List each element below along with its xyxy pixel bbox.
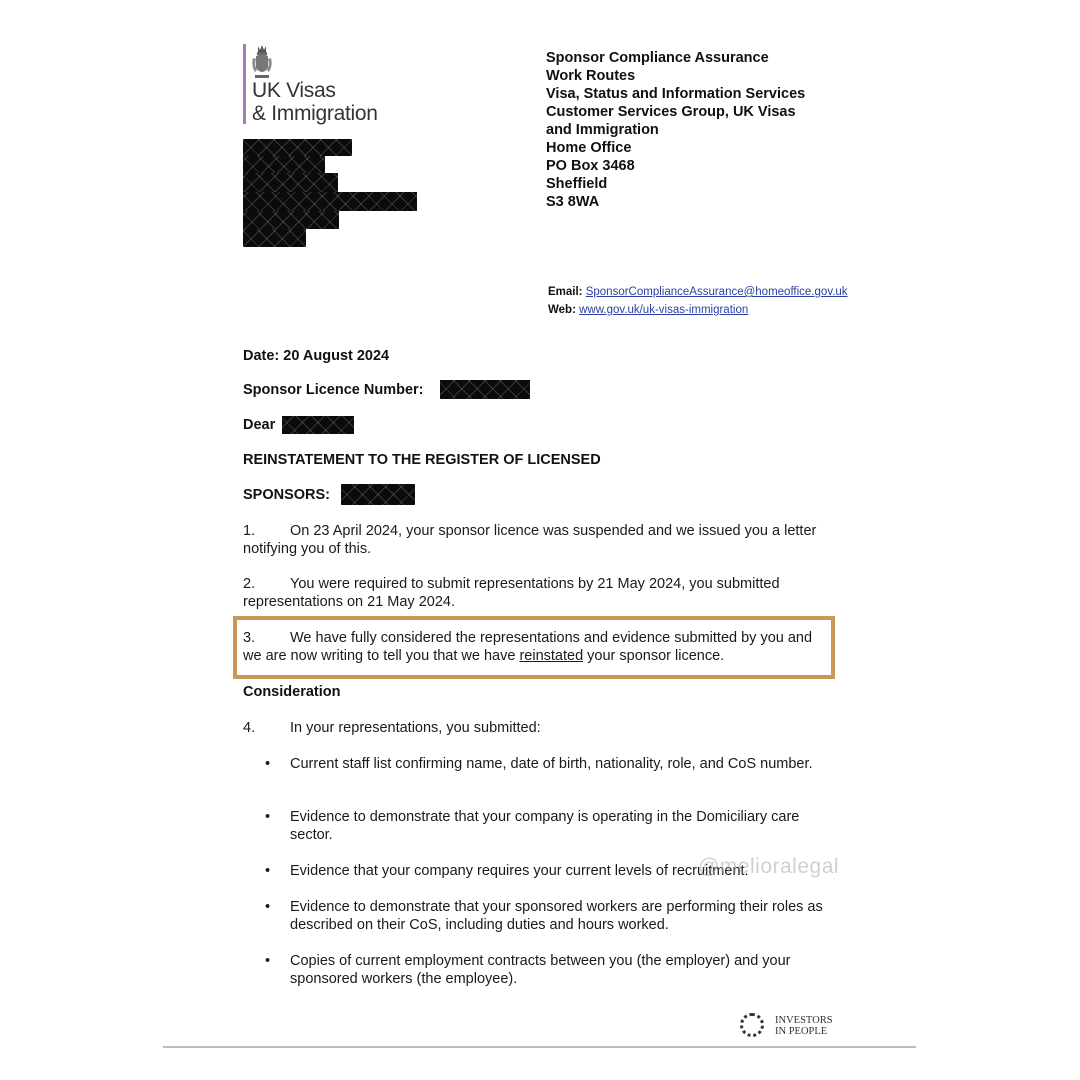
licence-number-line (243, 381, 423, 399)
subject-line-1: REINSTATEMENT TO THE REGISTER OF LICENSED (243, 452, 601, 468)
logo-line-2: & Immigration (252, 102, 378, 125)
paragraph-text: On 23 April 2024, your sponsor licence was suspended and we issued you a letter notifying you of this. (243, 523, 817, 557)
address-line: Customer Services Group, UK Visas (546, 104, 796, 120)
subject-line-2: SPONSORS: (243, 487, 331, 503)
list-item (265, 808, 825, 844)
redacted-block (243, 229, 306, 247)
underlined-word: reinstated (519, 648, 584, 664)
bullet-icon: • (265, 756, 271, 772)
royal-crest-icon (250, 44, 274, 80)
investors-in-people-logo (740, 1012, 860, 1044)
address-line: Visa, Status and Information Services (546, 86, 806, 102)
paragraph-3 (243, 629, 833, 665)
paragraph-text: In your representations, you submitted: (290, 720, 541, 736)
redacted-block (243, 192, 417, 211)
email-label: Email: (548, 286, 583, 298)
paragraph-number: 1. (243, 523, 256, 539)
address-line: Home Office (546, 140, 632, 156)
logo-accent-bar (243, 44, 246, 124)
watermark: @melioralegal (698, 855, 840, 878)
paragraph-1 (243, 522, 833, 558)
footer-divider (163, 1046, 916, 1048)
list-item-text: Copies of current employment contracts between you (the employer) and your sponsored workers (the employee). (290, 953, 791, 987)
email-link[interactable]: SponsorComplianceAssurance@homeoffice.gov.uk (585, 286, 848, 298)
address-line: Work Routes (546, 68, 636, 84)
redacted-sponsor-name (341, 484, 415, 505)
logo-line-1: UK Visas (252, 79, 336, 102)
list-item-text: Evidence to demonstrate that your company is operating in the Domiciliary care sector. (290, 809, 800, 843)
organization-logo-text (252, 79, 378, 125)
iip-line-1: INVESTORS (775, 1015, 833, 1026)
list-item (265, 952, 825, 988)
address-line: Sheffield (546, 176, 608, 192)
bullet-icon: • (265, 899, 271, 915)
bullet-icon: • (265, 809, 271, 825)
paragraph-number: 2. (243, 576, 256, 592)
list-item-text: Evidence that your company requires your current levels of recruitment. (290, 863, 749, 879)
contact-details (548, 283, 848, 319)
bullet-icon: • (265, 953, 271, 969)
investors-in-people-text (775, 1015, 833, 1037)
licence-number-label: Sponsor Licence Number: (243, 382, 424, 398)
sender-address (546, 49, 805, 211)
redacted-name (282, 416, 354, 434)
address-line: and Immigration (546, 122, 659, 138)
paragraph-text: You were required to submit representations by 21 May 2024, you submitted representations on 21 May 2024. (243, 576, 780, 610)
list-item-text: Evidence to demonstrate that your sponsored workers are performing their roles as described on their CoS, including duties and hours worked. (290, 899, 823, 933)
list-item-text: Current staff list confirming name, date of birth, nationality, role, and CoS number. (290, 756, 813, 772)
investors-in-people-ring-icon (740, 1013, 764, 1037)
address-line: PO Box 3468 (546, 158, 635, 174)
web-label: Web: (548, 304, 576, 316)
redacted-block (243, 173, 338, 192)
paragraph-text: We have fully considered the representations and evidence submitted by you and we are now writing to tell you that we have (243, 630, 813, 664)
consideration-heading: Consideration (243, 684, 341, 700)
redacted-block (243, 156, 325, 173)
salutation: Dear (243, 417, 276, 433)
paragraph-text-end: your sponsor licence. (583, 648, 725, 664)
paragraph-number: 4. (243, 720, 256, 736)
bullet-icon: • (265, 863, 271, 879)
address-line: Sponsor Compliance Assurance (546, 50, 769, 66)
iip-line-2: IN PEOPLE (775, 1026, 828, 1037)
redacted-block (243, 211, 339, 229)
paragraph-4 (243, 719, 833, 737)
address-line: S3 8WA (546, 194, 600, 210)
paragraph-number: 3. (243, 630, 256, 646)
letter-date: Date: 20 August 2024 (243, 348, 390, 364)
list-item (265, 898, 825, 934)
redacted-block (243, 139, 352, 156)
paragraph-2 (243, 575, 833, 611)
web-link[interactable]: www.gov.uk/uk-visas-immigration (579, 304, 749, 316)
redacted-licence-number (440, 380, 530, 399)
list-item (265, 755, 825, 773)
